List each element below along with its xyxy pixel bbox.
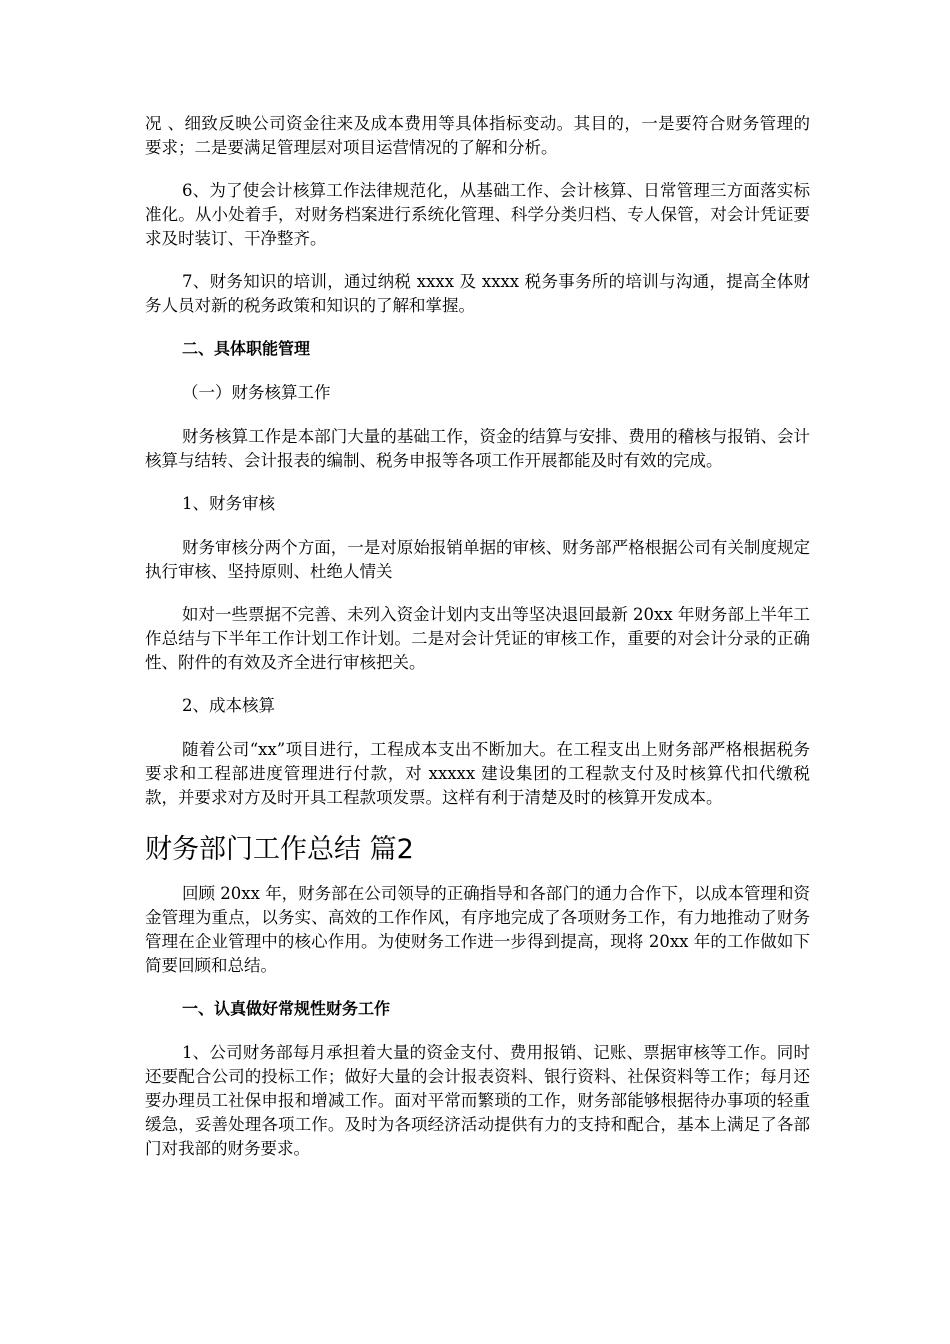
subheading-financial-audit: 1、财务审核 [182,494,275,513]
paragraph-item-6: 6、为了使会计核算工作法律规范化，从基础工作、会计核算、日常管理三方面落实标准化。从小处着手，对财务档案进行系统化管理、科学分类归档、专人保管，对会计凭证要求及时装订、干净整齐。 [145,181,810,248]
paragraph-cost-accounting: 随着公司“xx”项目进行，工程成本支出不断加大。在工程支出上财务部严格根据税务要求和工程部进度管理进行付款，对 xxxxx 建设集团的工程款支付及时核算代扣代缴税款，并要求对方及时开具工程款项发票。这样有利于清楚及时的核算开发成本。 [145,740,810,807]
paragraph-review: 回顾 20xx 年，财务部在公司领导的正确指导和各部门的通力合作下，以成本管理和资金管理为重点，以务实、高效的工作作风，有序地完成了各项财务工作，有力地推动了财务管理在企业管理中的核心作用。为使财务工作进一步得到提高，现将 20xx 年的工作做如下简要回顾和总结。 [145,884,810,975]
paragraph-continuation: 况 、细致反映公司资金往来及成本费用等具体指标变动。其目的，一是要符合财务管理的要求；二是要满足管理层对项目运营情况的了解和分析。 [145,114,810,157]
paragraph-financial-audit: 财务审核分两个方面，一是对原始报销单据的审核、财务部严格根据公司有关制度规定执行审核、坚持原则、杜绝人情关 [145,538,810,581]
subheading-accounting-work: （一）财务核算工作 [182,383,331,402]
heading-specific-functions: 二、具体职能管理 [182,339,311,358]
heading-routine-work: 一、认真做好常规性财务工作 [182,999,391,1018]
subheading-cost-accounting: 2、成本核算 [182,696,275,715]
paragraph-item-7: 7、财务知识的培训，通过纳税 xxxx 及 xxxx 税务事务所的培训与沟通，提高全体财务人员对新的税务政策和知识的了解和掌握。 [145,272,810,315]
paragraph-audit-detail: 如对一些票据不完善、未列入资金计划内支出等坚决退回最新 20xx 年财务部上半年工作总结与下半年工作计划工作计划。二是对会计凭证的审核工作，重要的对会计分录的正确性、附件的有效及齐全进行审核把关。 [145,605,810,672]
paragraph-routine-item-1: 1、公司财务部每月承担着大量的资金支付、费用报销、记账、票据审核等工作。同时还要配合公司的投标工作；做好大量的会计报表资料、银行资料、社保资料等工作；每月还要办理员工社保申报和增减工作。面对平常而繁琐的工作，财务部能够根据待办事项的轻重缓急，妥善处理各项工作。及时为各项经济活动提供有力的支持和配合，基本上满足了各部门对我部的财务要求。 [145,1043,810,1158]
document-page [145,112,810,1180]
section-title-part-2: 财务部门工作总结 篇2 [145,834,414,865]
paragraph-accounting-work: 财务核算工作是本部门大量的基础工作，资金的结算与安排、费用的稽核与报销、会计核算与结转、会计报表的编制、税务申报等各项工作开展都能及时有效的完成。 [145,427,810,470]
